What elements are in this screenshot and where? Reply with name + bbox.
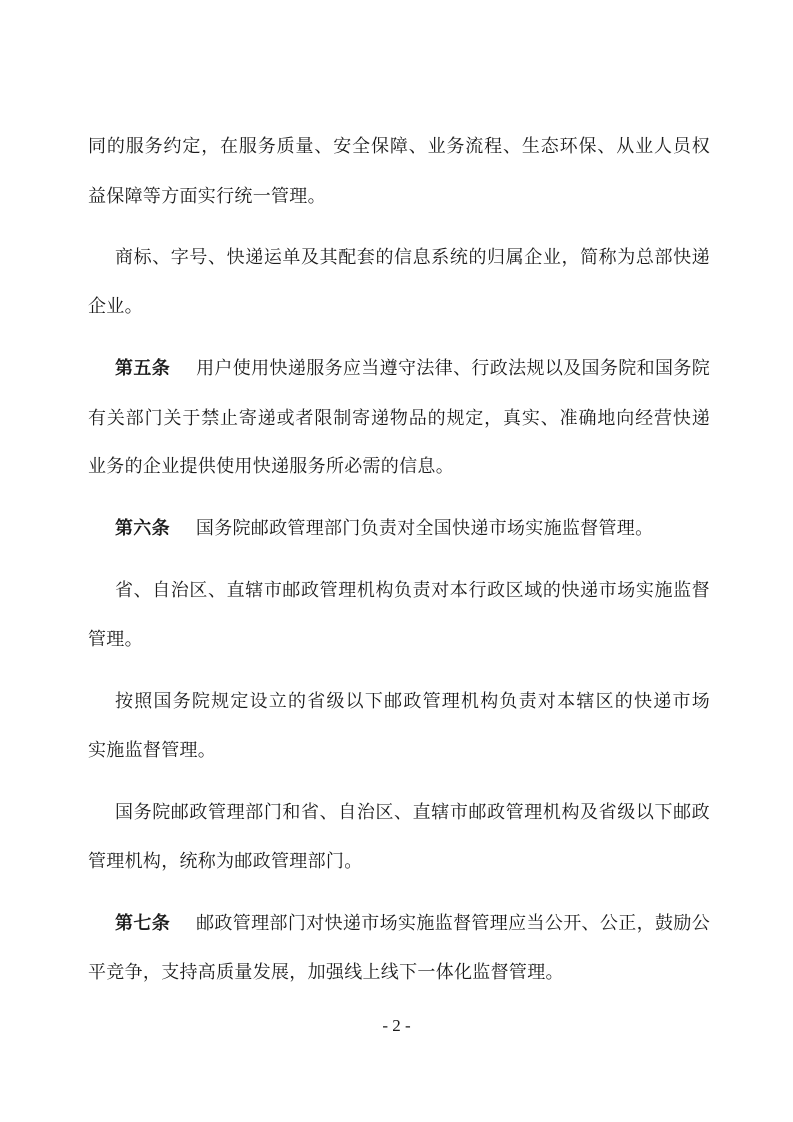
text-line: 按照国务院规定设立的省级以下邮政管理机构负责对本辖区的快递市场 bbox=[115, 691, 710, 712]
article-text: 国务院邮政管理部门负责对全国快递市场实施监督管理。 bbox=[195, 518, 654, 539]
text-line: 管理。 bbox=[88, 629, 143, 650]
text-line: 企业。 bbox=[88, 296, 143, 317]
article-number: 第五条 bbox=[115, 358, 171, 379]
text-line: 国务院邮政管理部门和省、自治区、直辖市邮政管理机构及省级以下邮政 bbox=[115, 802, 710, 823]
text-line: 有关部门关于禁止寄递或者限制寄递物品的规定，真实、准确地向经营快递 bbox=[88, 408, 710, 429]
article-line bbox=[115, 516, 710, 542]
article-text: 用户使用快递服务应当遵守法律、行政法规以及国务院和国务院 bbox=[196, 358, 710, 379]
text-line: 平竞争，支持高质量发展，加强线上线下一体化监督管理。 bbox=[88, 962, 564, 983]
text-line: 省、自治区、直辖市邮政管理机构负责对本行政区域的快递市场实施监督 bbox=[115, 580, 710, 601]
text-line: 管理机构，统称为邮政管理部门。 bbox=[88, 851, 363, 872]
text-line: 益保障等方面实行统一管理。 bbox=[88, 186, 326, 207]
text-line: 实施监督管理。 bbox=[88, 740, 217, 761]
text-line: 业务的企业提供使用快递服务所必需的信息。 bbox=[88, 456, 454, 477]
article-text: 邮政管理部门对快递市场实施监督管理应当公开、公正，鼓励公 bbox=[196, 913, 710, 934]
article-number: 第六条 bbox=[115, 518, 170, 539]
article-number: 第七条 bbox=[115, 913, 171, 934]
page-number: - 2 - bbox=[382, 1016, 411, 1035]
article-line bbox=[115, 911, 710, 937]
article-line bbox=[115, 356, 710, 382]
text-line: 商标、字号、快递运单及其配套的信息系统的归属企业，简称为总部快递 bbox=[115, 247, 710, 268]
text-line: 同的服务约定，在服务质量、安全保障、业务流程、生态环保、从业人员权 bbox=[88, 136, 710, 157]
